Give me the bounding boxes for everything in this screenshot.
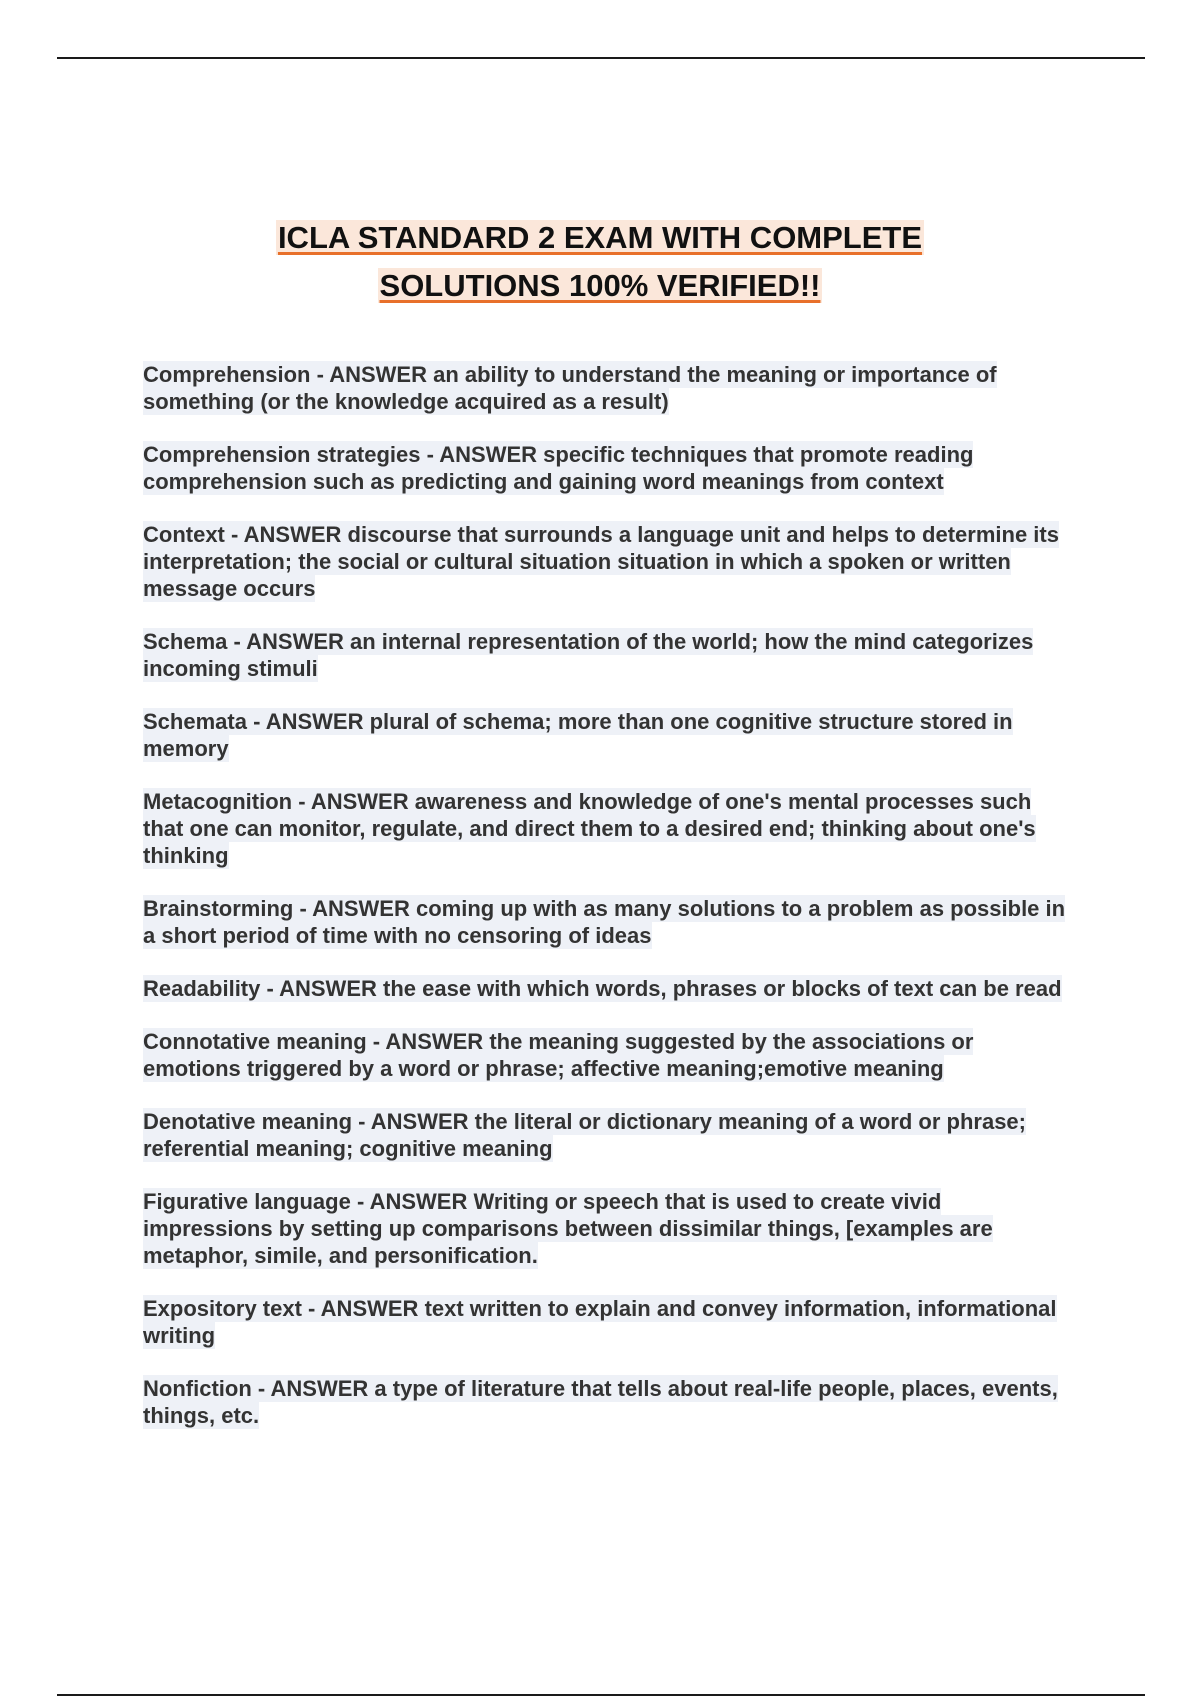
entry-term: Metacognition xyxy=(143,789,293,814)
entry-term: Connotative meaning xyxy=(143,1029,367,1054)
entry-figurative-language xyxy=(143,1188,1073,1269)
entry-term: Brainstorming xyxy=(143,896,294,921)
entry-term: Context xyxy=(143,522,225,547)
entry-separator: - ANSWER xyxy=(293,896,416,921)
entry-definition: Writing or speech that is used to create vivid impressions by setting up comparisons between dissimilar things, [examples are metaphor, simile, and personification. xyxy=(143,1189,993,1268)
entry-separator: - ANSWER xyxy=(227,629,351,654)
entry-definition: a type of literature that tells about real-life people, places, events, things, etc. xyxy=(143,1376,1058,1428)
entry-definition: specific techniques that promote reading comprehension such as predicting and gaining word meanings from context xyxy=(143,442,974,494)
entry-separator: - ANSWER xyxy=(350,1189,474,1214)
entry-nonfiction xyxy=(143,1375,1073,1429)
entry-definition: an ability to understand the meaning or importance of something (or the knowledge acquired as a result) xyxy=(143,362,997,414)
entry-separator: - ANSWER xyxy=(301,1296,425,1321)
entry-definition: awareness and knowledge of one's mental processes such that one can monitor, regulate, and direct them to a desired end; thinking about one's thinking xyxy=(143,789,1036,868)
entry-definition: the ease with which words, phrases or blocks of text can be read xyxy=(383,976,1062,1001)
entry-context xyxy=(143,521,1073,602)
entry-separator: - ANSWER xyxy=(251,1376,375,1401)
entry-separator: - ANSWER xyxy=(310,362,434,387)
entry-definition: an internal representation of the world; how the mind categorizes incoming stimuli xyxy=(143,629,1034,681)
entry-readability xyxy=(143,975,1073,1002)
entry-definition: plural of schema; more than one cognitive structure stored in memory xyxy=(143,709,1013,761)
entry-separator: - ANSWER xyxy=(246,709,370,734)
entry-schema xyxy=(143,628,1073,682)
entry-separator: - ANSWER xyxy=(260,976,383,1001)
entry-connotative-meaning xyxy=(143,1028,1073,1082)
title-line-1: ICLA STANDARD 2 EXAM WITH COMPLETE xyxy=(277,220,923,255)
entry-term: Readability xyxy=(143,976,261,1001)
entry-term: Denotative meaning xyxy=(143,1109,353,1134)
entry-denotative-meaning xyxy=(143,1108,1073,1162)
entry-term: Expository text xyxy=(143,1296,302,1321)
title-line-2: SOLUTIONS 100% VERIFIED!! xyxy=(379,268,821,303)
entry-definition: the meaning suggested by the associations or emotions triggered by a word or phrase; affective meaning;emotive meaning xyxy=(143,1029,974,1081)
entry-brainstorming xyxy=(143,895,1073,949)
entry-term: Schema xyxy=(143,629,228,654)
entry-term: Schemata xyxy=(143,709,247,734)
entry-definition: text written to explain and convey information, informational writing xyxy=(143,1296,1057,1348)
entry-expository-text xyxy=(143,1295,1073,1349)
entry-comprehension xyxy=(143,361,1073,415)
entry-term: Comprehension xyxy=(143,362,311,387)
definition-list xyxy=(143,361,1073,1455)
entry-term: Figurative language xyxy=(143,1189,351,1214)
entry-comprehension-strategies xyxy=(143,441,1073,495)
document-title xyxy=(0,214,1200,310)
entry-definition: coming up with as many solutions to a problem as possible in a short period of time with no censoring of ideas xyxy=(143,896,1066,948)
top-rule xyxy=(57,57,1145,59)
entry-term: Comprehension strategies xyxy=(143,442,421,467)
entry-schemata xyxy=(143,708,1073,762)
entry-term: Nonfiction xyxy=(143,1376,252,1401)
entry-separator: - ANSWER xyxy=(352,1109,475,1134)
entry-metacognition xyxy=(143,788,1073,869)
entry-separator: - ANSWER xyxy=(224,522,348,547)
entry-definition: discourse that surrounds a language unit and helps to determine its interpretation; the social or cultural situation situation in which a spoken or written message occurs xyxy=(143,522,1059,601)
entry-separator: - ANSWER xyxy=(366,1029,490,1054)
entry-separator: - ANSWER xyxy=(420,442,544,467)
entry-separator: - ANSWER xyxy=(292,789,415,814)
entry-definition: the literal or dictionary meaning of a word or phrase; referential meaning; cognitive meaning xyxy=(143,1109,1026,1161)
bottom-rule xyxy=(57,1694,1145,1696)
